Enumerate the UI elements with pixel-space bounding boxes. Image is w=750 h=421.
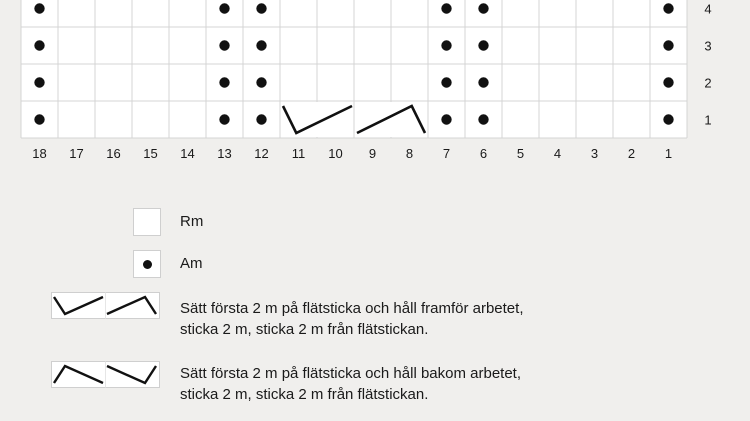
- column-number-label: 9: [368, 146, 377, 161]
- purl-dot-icon: [441, 40, 451, 50]
- purl-dot-icon: [34, 114, 44, 124]
- cable-cell-cover: [355, 102, 427, 137]
- purl-dot-icon: [34, 3, 44, 13]
- purl-dot-icon: [256, 3, 266, 13]
- purl-dot-icon: [441, 114, 451, 124]
- column-number-label: 1: [664, 146, 673, 161]
- purl-dot-icon: [663, 114, 673, 124]
- purl-dot-icon: [256, 40, 266, 50]
- purl-dot-icon: [441, 3, 451, 13]
- column-number-label: 17: [69, 146, 84, 161]
- front-cable-icon: [51, 292, 161, 320]
- row-number-label: 4: [704, 1, 712, 17]
- column-number-label: 13: [217, 146, 232, 161]
- purl-dot-icon: [143, 260, 152, 269]
- column-number-label: 5: [516, 146, 525, 161]
- column-number-label: 18: [32, 146, 47, 161]
- row-number-label: 3: [704, 38, 712, 54]
- knit-label: Rm: [180, 213, 204, 230]
- purl-dot-icon: [34, 40, 44, 50]
- purl-dot-icon: [478, 40, 488, 50]
- column-number-label: 15: [143, 146, 158, 161]
- back-cable-line1: Sätt första 2 m på flätsticka och håll bakom arbetet,: [180, 365, 522, 382]
- back-cable-line2: sticka 2 m, sticka 2 m från flätstickan.: [180, 386, 429, 403]
- column-number-label: 7: [442, 146, 451, 161]
- column-number-label: 16: [106, 146, 121, 161]
- purl-dot-icon: [256, 77, 266, 87]
- row-number-label: 2: [704, 75, 712, 91]
- purl-dot-icon: [34, 77, 44, 87]
- front-cable-line2: sticka 2 m, sticka 2 m från flätstickan.: [180, 321, 429, 338]
- back-cable-icon: [51, 361, 161, 389]
- purl-dot-icon: [256, 114, 266, 124]
- purl-symbol-box: [133, 250, 161, 278]
- knit-symbol-box: [133, 208, 161, 236]
- column-number-label: 14: [180, 146, 195, 161]
- column-number-label: 3: [590, 146, 599, 161]
- column-number-label: 11: [291, 146, 306, 161]
- purl-label: Am: [180, 255, 203, 272]
- purl-dot-icon: [441, 77, 451, 87]
- purl-dot-icon: [219, 40, 229, 50]
- purl-dot-icon: [663, 77, 673, 87]
- column-number-label: 2: [627, 146, 636, 161]
- knitting-chart: [0, 0, 750, 180]
- column-number-label: 8: [405, 146, 414, 161]
- front-cable-line1: Sätt första 2 m på flätsticka och håll framför arbetet,: [180, 300, 524, 317]
- purl-dot-icon: [219, 3, 229, 13]
- column-number-label: 6: [479, 146, 488, 161]
- purl-dot-icon: [219, 114, 229, 124]
- cable-cell-cover: [281, 102, 353, 137]
- purl-dot-icon: [663, 40, 673, 50]
- purl-dot-icon: [478, 114, 488, 124]
- purl-dot-icon: [219, 77, 229, 87]
- purl-dot-icon: [478, 3, 488, 13]
- column-number-label: 12: [254, 146, 269, 161]
- column-number-label: 4: [553, 146, 562, 161]
- purl-dot-icon: [478, 77, 488, 87]
- column-number-label: 10: [328, 146, 343, 161]
- row-number-label: 1: [704, 112, 712, 128]
- purl-dot-icon: [663, 3, 673, 13]
